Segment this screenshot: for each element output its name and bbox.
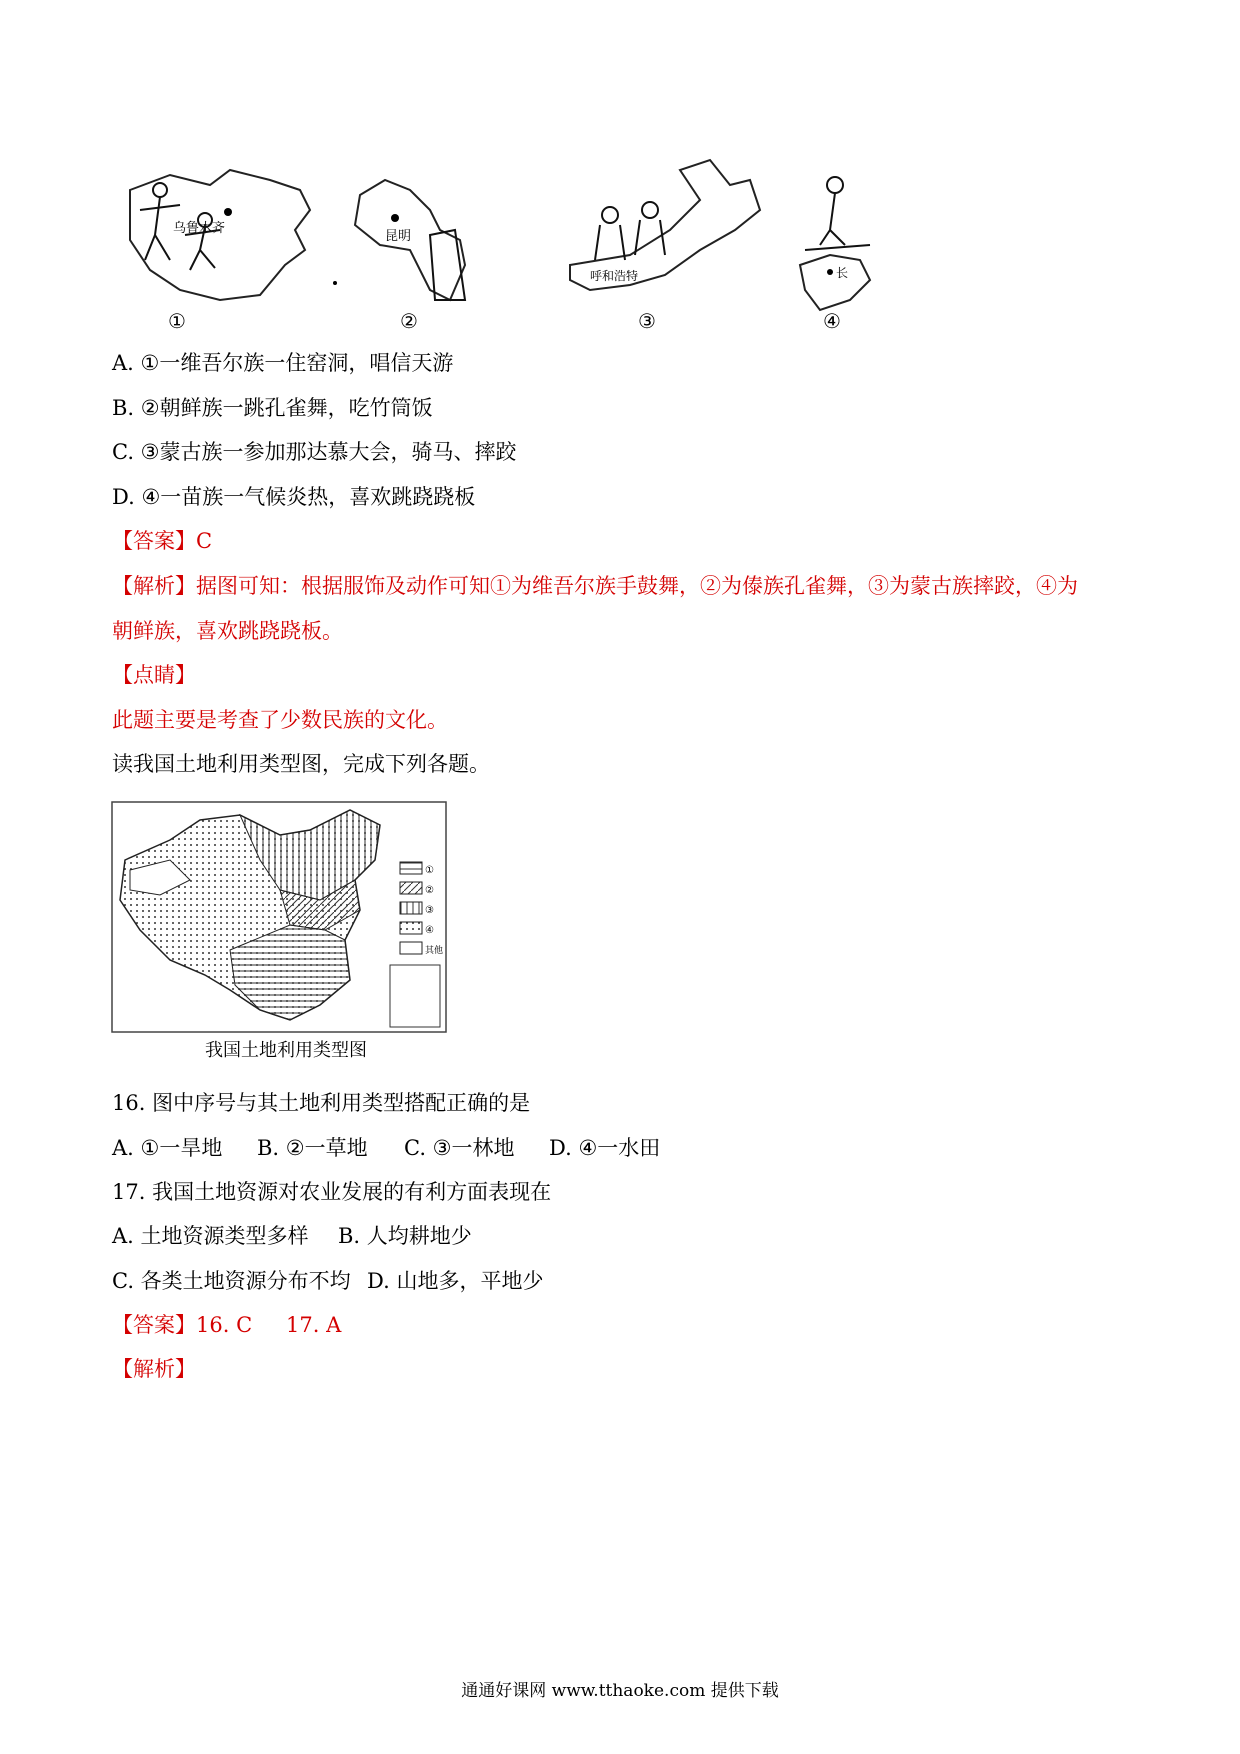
q17-options-row2: [112, 1266, 543, 1296]
q17-option-a: A. 土地资源类型多样: [112, 1224, 309, 1248]
q17-option-c: C. 各类土地资源分布不均: [112, 1269, 351, 1293]
analysis-line-2: 朝鲜族，喜欢跳跷跷板。: [112, 619, 343, 643]
q17-option-d: D. 山地多，平地少: [367, 1269, 544, 1293]
comment-tag: 【点睛】: [112, 663, 196, 687]
q17-stem: 17. 我国土地资源对农业发展的有利方面表现在: [112, 1180, 552, 1204]
option-a: A. ①一维吾尔族一住窑洞，唱信天游: [112, 351, 454, 375]
city-label-kunming: 昆明: [385, 229, 412, 244]
legend-label-1: ①: [425, 865, 434, 876]
q16-options: [112, 1133, 660, 1163]
analysis-line-1: [112, 571, 1078, 601]
option-c: C. ③蒙古族一参加那达慕大会，骑马、摔跤: [112, 440, 517, 464]
q16-option-c: C. ③一林地: [404, 1136, 515, 1160]
analysis-text-1: 据图可知：根据服饰及动作可知①为维吾尔族手鼓舞，②为傣族孔雀舞，③为蒙古族摔跤，④为: [196, 574, 1078, 598]
land-use-map: [110, 800, 450, 1062]
answer-line: [112, 526, 212, 556]
region-sketch-3: [570, 160, 760, 333]
option-b: B. ②朝鲜族一跳孔雀舞，吃竹筒饭: [112, 396, 433, 420]
answer-tag: 【答案】: [112, 529, 196, 553]
figure-label-2: ②: [400, 309, 418, 333]
q16-option-b: B. ②一草地: [257, 1136, 368, 1160]
intro-text: 读我国土地利用类型图，完成下列各题。: [112, 752, 490, 776]
legend-label-2: ②: [425, 885, 434, 896]
ethnic-regions-figure: [110, 150, 980, 365]
answer-16: 16. C: [196, 1313, 253, 1337]
legend-label-4: ④: [425, 925, 434, 936]
answer-value: C: [196, 529, 213, 553]
figure-label-3: ③: [638, 309, 656, 333]
analysis-tag-2: 【解析】: [112, 1357, 196, 1381]
q16-stem: 16. 图中序号与其土地利用类型搭配正确的是: [112, 1091, 531, 1115]
figure-label-1: ①: [168, 309, 186, 333]
q16-option-a: A. ①一旱地: [112, 1136, 223, 1160]
answer-17: 17. A: [286, 1313, 342, 1337]
option-d: D. ④一苗族一气候炎热，喜欢跳跷跷板: [112, 485, 476, 509]
region-sketch-2: [355, 180, 465, 333]
legend-label-other: 其他: [425, 946, 444, 956]
region-sketch-4: [800, 177, 870, 333]
city-label-hohhot: 呼和浩特: [590, 269, 639, 283]
legend-label-3: ③: [425, 905, 434, 916]
answers-line: [112, 1310, 341, 1340]
city-label-urumqi: 乌鲁木齐: [173, 221, 226, 236]
q16-option-d: D. ④一水田: [549, 1136, 661, 1160]
region-sketch-1: [130, 170, 310, 333]
comment-text: 此题主要是考查了少数民族的文化。: [112, 708, 448, 732]
q17-option-b: B. 人均耕地少: [338, 1224, 472, 1248]
q17-options-row1: [112, 1221, 472, 1251]
analysis-tag: 【解析】: [112, 574, 196, 598]
map-caption: 我国土地利用类型图: [205, 1040, 367, 1061]
figure-label-4: ④: [823, 309, 841, 333]
page-footer: 通通好课网 www.tthaoke.com 提供下载: [461, 1681, 779, 1701]
city-label-changchun: 长: [836, 266, 849, 280]
map-legend: [400, 862, 443, 956]
answers-tag: 【答案】: [112, 1313, 196, 1337]
